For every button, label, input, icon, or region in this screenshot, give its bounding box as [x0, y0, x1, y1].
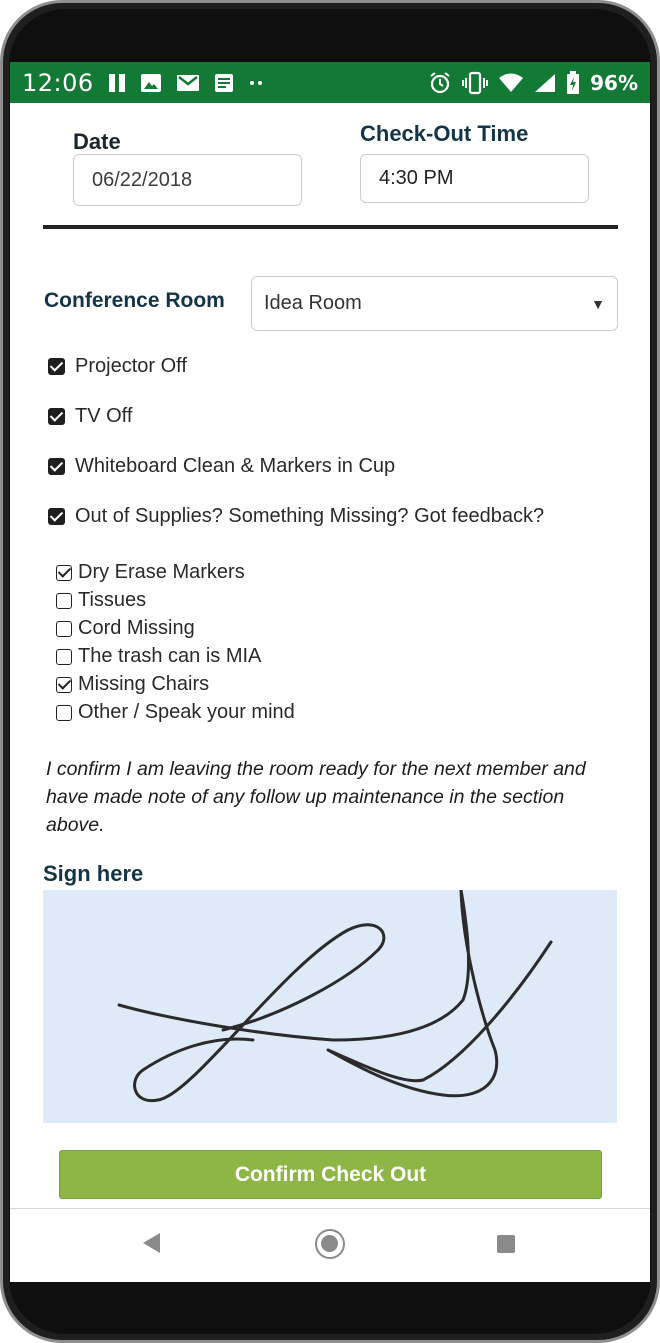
- confirmation-statement: I confirm I am leaving the room ready for the next member and have made note of any follow up maintenance in the section above.: [46, 758, 586, 836]
- sign-here-label: Sign here: [43, 861, 144, 886]
- date-label: Date: [73, 129, 121, 154]
- supply-option-trash-can[interactable]: [56, 645, 261, 668]
- checkbox-unchecked-icon: [56, 593, 72, 609]
- supply-label: Cord Missing: [78, 617, 195, 639]
- supply-option-other[interactable]: [56, 701, 295, 724]
- document-icon: [214, 73, 234, 93]
- battery-charging-icon: [566, 71, 580, 95]
- alarm-icon: [428, 71, 452, 95]
- checkbox-projector-off[interactable]: [48, 355, 187, 378]
- checkbox-checked-icon: [48, 458, 65, 475]
- supply-label: Dry Erase Markers: [78, 561, 245, 583]
- signature-drawing: [43, 890, 617, 1123]
- confirm-check-out-button[interactable]: Confirm Check Out: [59, 1150, 602, 1199]
- checkbox-unchecked-icon: [56, 705, 72, 721]
- checkbox-supplies-feedback[interactable]: [48, 505, 544, 528]
- checkbox-label: TV Off: [75, 405, 133, 427]
- image-icon: [140, 73, 162, 93]
- checkbox-checked-icon: [56, 677, 72, 693]
- supply-option-dry-erase-markers[interactable]: [56, 561, 245, 584]
- android-nav-bar: [10, 1208, 650, 1282]
- conference-room-label: Conference Room: [44, 289, 225, 312]
- vibrate-icon: [462, 71, 488, 95]
- checkbox-unchecked-icon: [56, 621, 72, 637]
- supply-option-cord-missing[interactable]: [56, 617, 195, 640]
- status-time: 12:06: [22, 68, 94, 97]
- more-dots-icon: [248, 79, 266, 87]
- checkbox-label: Projector Off: [75, 355, 187, 377]
- supply-option-tissues[interactable]: [56, 589, 146, 612]
- recent-apps-icon[interactable]: [497, 1235, 515, 1253]
- checkout-time-input[interactable]: 4:30 PM: [360, 154, 589, 203]
- dropdown-caret-icon: ▼: [591, 295, 605, 312]
- wifi-icon: [498, 73, 524, 93]
- gmail-icon: [176, 74, 200, 92]
- checkbox-checked-icon: [48, 358, 65, 375]
- conference-room-value: Idea Room: [264, 292, 362, 314]
- signal-icon: [534, 73, 556, 93]
- checkbox-checked-icon: [56, 565, 72, 581]
- section-divider: [43, 225, 618, 229]
- conference-room-select[interactable]: [251, 276, 618, 331]
- checkout-time-label: Check-Out Time: [360, 121, 529, 146]
- pause-icon: [108, 73, 126, 93]
- screen: [10, 62, 650, 1282]
- home-icon[interactable]: [315, 1229, 345, 1259]
- back-icon[interactable]: [143, 1233, 160, 1253]
- checkbox-tv-off[interactable]: [48, 405, 132, 428]
- supply-label: Tissues: [78, 589, 147, 611]
- supply-label: Other / Speak your mind: [78, 701, 295, 723]
- supply-label: The trash can is MIA: [78, 645, 262, 667]
- checkbox-whiteboard-clean[interactable]: [48, 455, 395, 478]
- checkbox-label: Whiteboard Clean & Markers in Cup: [75, 455, 396, 477]
- supply-label: Missing Chairs: [78, 673, 210, 695]
- status-bar: [10, 62, 650, 103]
- checkbox-label: Out of Supplies? Something Missing? Got feedback?: [75, 505, 545, 527]
- supply-option-missing-chairs[interactable]: [56, 673, 209, 696]
- checkbox-checked-icon: [48, 508, 65, 525]
- battery-percent: 96%: [590, 70, 638, 95]
- checkbox-unchecked-icon: [56, 649, 72, 665]
- checkbox-checked-icon: [48, 408, 65, 425]
- signature-pad[interactable]: [43, 890, 617, 1123]
- date-input[interactable]: 06/22/2018: [73, 154, 302, 206]
